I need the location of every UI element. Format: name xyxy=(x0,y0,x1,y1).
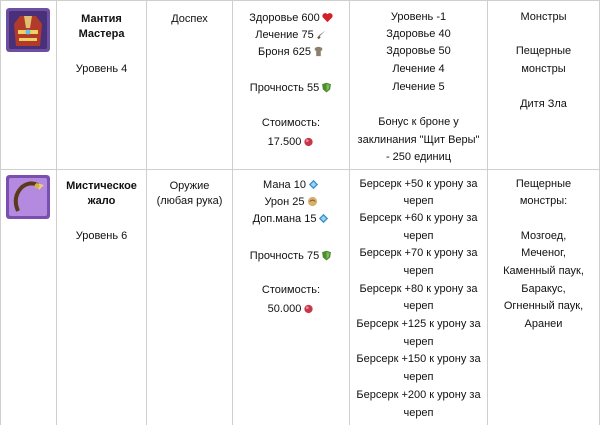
item-type: (любая рука) xyxy=(156,195,223,207)
stat-label: Урон 25 xyxy=(264,196,305,208)
bonus-line: череп xyxy=(403,230,434,242)
stat-label: Мана 10 xyxy=(263,179,306,191)
stat-label: Броня 625 xyxy=(258,46,311,58)
stat-label: Доп.мана 15 xyxy=(252,213,317,225)
bonus-line: череп xyxy=(403,195,434,207)
item-name: Мистическое xyxy=(66,180,137,192)
source-line: Меченог, xyxy=(521,247,566,259)
stat-line xyxy=(233,213,349,225)
cost-value: 17.500 xyxy=(267,136,302,148)
sword-icon xyxy=(316,29,327,40)
item-name: жало xyxy=(87,195,116,207)
bonus-line: Уровень -1 xyxy=(390,11,447,23)
source-line: монстры: xyxy=(519,195,568,207)
bonus-line: Берсерк +70 к урону за xyxy=(359,247,478,259)
ruby-icon xyxy=(303,136,314,147)
cost-value: 50.000 xyxy=(267,303,302,315)
bonus-line: Берсерк +80 к урону за xyxy=(359,283,478,295)
heart-icon xyxy=(322,12,333,23)
bonus-line: череп xyxy=(403,300,434,312)
stat-label: Лечение 75 xyxy=(255,29,314,41)
cost-line xyxy=(233,136,349,148)
shield-icon xyxy=(321,250,332,261)
mana-crystal-icon xyxy=(308,179,319,190)
bonus-line: череп xyxy=(403,371,434,383)
item-level: Уровень 6 xyxy=(75,230,128,242)
cost-label: Стоимость: xyxy=(261,284,321,296)
durability-line xyxy=(233,250,349,262)
item-name: Мастера xyxy=(78,28,125,40)
source-line: Баракус, xyxy=(521,283,566,295)
stat-line xyxy=(233,12,349,24)
item-name: Мантия xyxy=(81,13,122,25)
bonus-line: череп xyxy=(403,265,434,277)
source-line: Аранеи xyxy=(524,318,563,330)
bonus-line: Здоровье 40 xyxy=(386,28,451,40)
cost-label: Стоимость: xyxy=(261,117,321,129)
robe-item-icon xyxy=(6,8,50,52)
stat-label: Здоровье 600 xyxy=(249,12,320,24)
item-type: Доспех xyxy=(171,13,208,25)
durability-label: Прочность 75 xyxy=(249,250,320,262)
source-line: монстры xyxy=(521,63,566,75)
sting-item-icon xyxy=(6,175,50,219)
bonus-line: Лечение 5 xyxy=(392,81,445,93)
stat-line xyxy=(233,46,349,58)
source-line: Дитя Зла xyxy=(520,98,567,110)
durability-line xyxy=(233,82,349,94)
bonus-line: Берсерк +60 к урону за xyxy=(359,212,478,224)
bonus-line: заклинания "Щит Веры" xyxy=(357,134,480,146)
source-line: Пещерные xyxy=(515,45,572,57)
ruby-icon xyxy=(303,303,314,314)
source-line: Мозгоед, xyxy=(520,230,567,242)
armor-icon xyxy=(313,46,324,57)
source-line: Каменный паук, xyxy=(503,265,584,277)
bonus-line: череп xyxy=(403,336,434,348)
bonus-line: Бонус к броне у xyxy=(378,116,459,128)
source-line: Пещерные xyxy=(515,178,572,190)
bonus-line: Берсерк +150 к урону за xyxy=(356,353,481,365)
bonus-line: Берсерк +50 к урону за xyxy=(359,178,478,190)
row-divider xyxy=(0,0,600,1)
bonus-line: Лечение 4 xyxy=(392,63,445,75)
stat-line xyxy=(233,29,349,41)
bonus-line: череп xyxy=(403,407,434,419)
source-line: Монстры xyxy=(520,11,567,23)
item-level: Уровень 4 xyxy=(75,63,128,75)
shield-icon xyxy=(321,82,332,93)
bonus-line: Берсерк +125 к урону за xyxy=(356,318,481,330)
durability-label: Прочность 55 xyxy=(249,82,320,94)
stat-line xyxy=(233,179,349,191)
bonus-line: - 250 единиц xyxy=(385,151,452,163)
cost-line xyxy=(233,303,349,315)
column-divider xyxy=(146,0,147,425)
bonus-line: Здоровье 50 xyxy=(386,45,451,57)
fist-icon xyxy=(307,196,318,207)
stat-line xyxy=(233,196,349,208)
column-divider xyxy=(0,0,1,425)
source-line: Огненный паук, xyxy=(503,300,584,312)
bonus-line: Берсерк +200 к урону за xyxy=(356,389,481,401)
item-type: Оружие xyxy=(169,180,210,192)
mana-crystal-icon xyxy=(318,213,329,224)
row-divider xyxy=(0,169,600,170)
